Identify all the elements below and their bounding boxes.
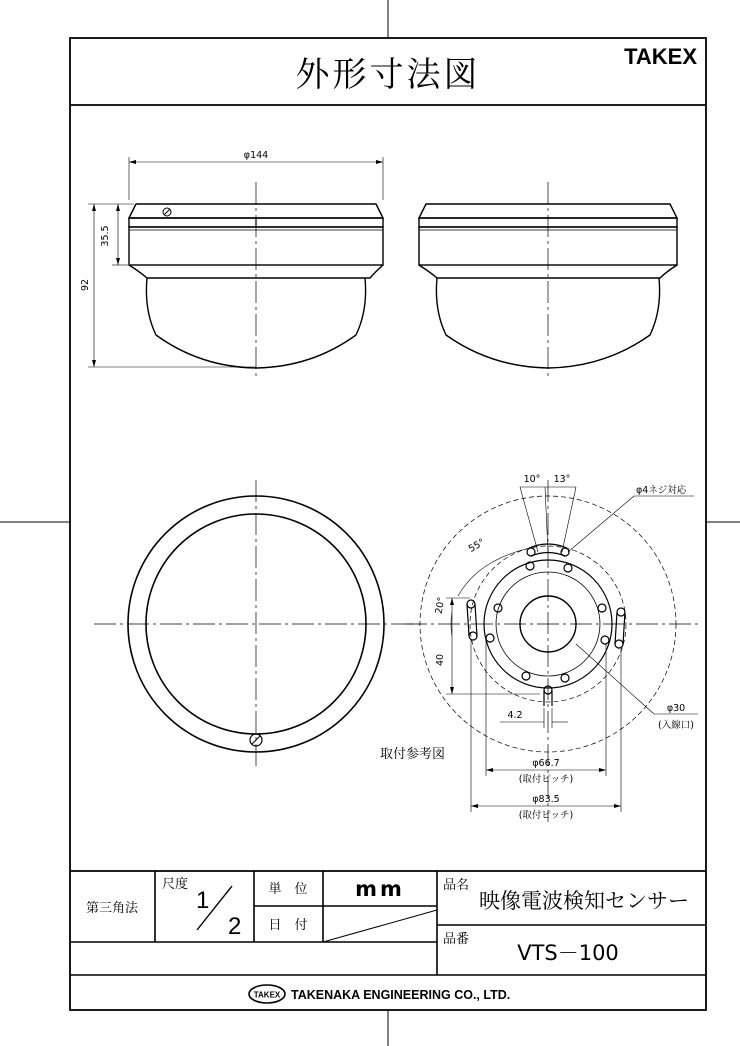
product-name: 映像電波検知センサー xyxy=(479,889,689,913)
unit-value: mm xyxy=(355,877,405,901)
dim-height-35-5: 35.5 xyxy=(100,225,111,247)
scale-label: 尺度 xyxy=(162,877,189,892)
bottom-view xyxy=(94,480,420,770)
date-label: 日 付 xyxy=(268,918,308,933)
dim-pitch-66-7: φ66.7 xyxy=(532,758,560,769)
scale-numerator: 1 xyxy=(196,887,210,914)
dim-angle-13: 13° xyxy=(553,474,571,485)
product-number-label: 品番 xyxy=(443,932,470,947)
unit-label: 単 位 xyxy=(268,882,308,897)
scale-denominator: 2 xyxy=(228,913,242,940)
dim-angle-20: 20° xyxy=(433,596,448,615)
dim-pitch-66-7-note: (取付ピッチ) xyxy=(518,774,574,785)
brand-logo-text: TAKEX xyxy=(624,44,697,69)
dim-angle-10: 10° xyxy=(523,474,541,485)
page-title: 外形寸法図 xyxy=(295,55,481,95)
dim-cable-hole-note: (入線口) xyxy=(658,720,694,731)
product-number: VTS－100 xyxy=(517,941,619,965)
dim-angle-55: 55° xyxy=(466,536,487,555)
dim-height-92: 92 xyxy=(80,278,91,292)
company-name: TAKENAKA ENGINEERING CO., LTD. xyxy=(291,988,511,1002)
screw-icon xyxy=(163,208,171,216)
front-view xyxy=(80,150,383,380)
company-logo-text: TAKEX xyxy=(253,990,281,1000)
company-logo xyxy=(249,985,285,1003)
frame xyxy=(70,38,706,1010)
dim-40: 40 xyxy=(435,653,446,667)
dim-cable-hole: φ30 xyxy=(666,703,686,714)
mounting-reference-label: 取付参考図 xyxy=(380,747,446,762)
dim-screw-hole: φ4ネジ対応 xyxy=(636,485,687,496)
dim-diameter-144: φ144 xyxy=(243,150,269,161)
product-name-label: 品名 xyxy=(443,878,470,893)
mounting-reference xyxy=(405,474,700,822)
projection-method: 第三角法 xyxy=(85,901,139,916)
side-view xyxy=(419,182,677,380)
dim-4-2: 4.2 xyxy=(507,710,523,721)
dim-pitch-83-5: φ83.5 xyxy=(532,794,560,805)
dim-pitch-83-5-note: (取付ピッチ) xyxy=(518,810,574,821)
